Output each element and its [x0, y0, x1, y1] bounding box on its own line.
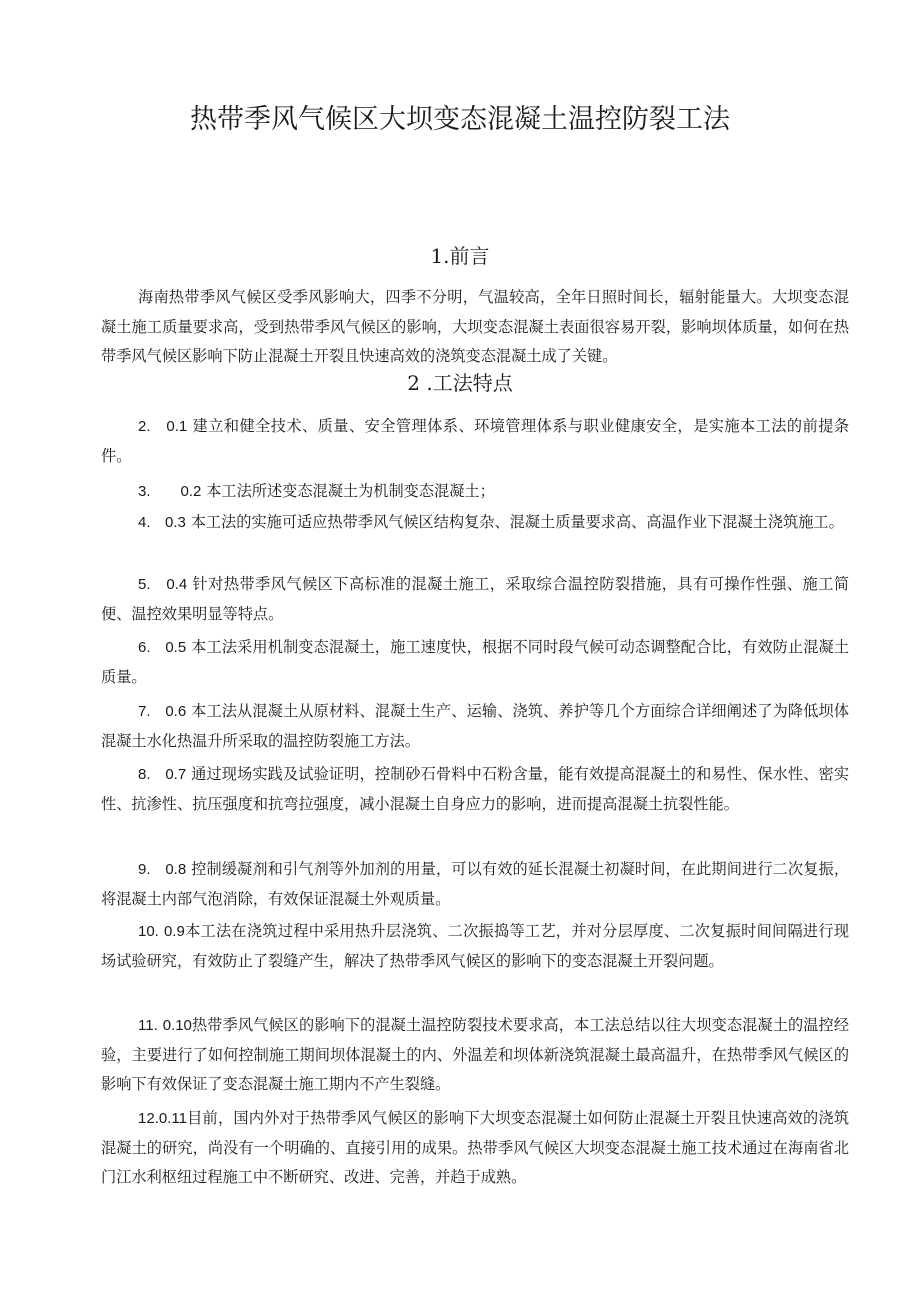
item-text: 本工法从混凝土从原材料、混凝土生产、运输、浇筑、养护等几个方面综合详细阐述了为降低坝体混凝土水化热温升所采取的温控防裂施工方法。 [101, 702, 850, 750]
item-number: 6. [138, 639, 151, 656]
section-heading-preface: 1.前言 [430, 244, 490, 268]
item-number: 9. [138, 861, 151, 878]
item-number: 11. [138, 1017, 158, 1034]
preface-paragraph: 海南热带季风气候区受季风影响大，四季不分明，气温较高，全年日照时间长，辐射能量大。大坝变态混凝土施工质量要求高，受到热带季风气候区的影响，大坝变态混凝土表面很容易开裂，影响坝体质量，如何在热带季风气候区影响下防止混凝土开裂且快速高效的浇筑变态混凝土成了关键。 [101, 288, 849, 365]
item-number: 10. [138, 923, 159, 940]
list-item [101, 1011, 849, 1100]
item-code: 0.4 [166, 576, 188, 593]
item-text: 热带季风气候区的影响下的混凝土温控防裂技术要求高，本工法总结以往大坝变态混凝土的温控经验，主要进行了如何控制施工期间坝体混凝土的内、外温差和坝体新浇筑混凝土最高温升，在热带季风气候区的影响下有效保证了变态混凝土施工期内不产生裂缝。 [101, 1016, 850, 1093]
item-code: 0.3 [165, 514, 186, 531]
item-text: 通过现场实践及试验证明，控制砂石骨料中石粉含量，能有效提高混凝土的和易性、保水性、密实性、抗渗性、抗压强度和抗弯拉强度，减小混凝土自身应力的影响，进而提高混凝土抗裂性能。 [101, 765, 850, 813]
list-item [101, 855, 849, 914]
item-text: 建立和健全技术、质量、安全管理体系、环境管理体系与职业健康安全，是实施本工法的前提条件。 [101, 417, 850, 465]
list-item [101, 477, 849, 507]
item-text: 目前，国内外对于热带季风气候区的影响下大坝变态混凝土如何防止混凝土开裂且快速高效的浇筑混凝土的研究，尚没有一个明确的、直接引用的成果。热带季风气候区大坝变态混凝土施工技术通过在海南省北门江水利枢纽过程施工中不断研究、改进、完善，并趋于成熟。 [101, 1109, 849, 1186]
item-code: 0.6 [165, 703, 187, 720]
item-code: 0.1 [166, 418, 188, 435]
item-code: 0.11 [158, 1110, 187, 1127]
item-code: 0.10 [162, 1017, 192, 1034]
item-number: 2. [138, 418, 151, 435]
list-item [101, 633, 849, 692]
list-item [101, 697, 849, 756]
item-code: 0.5 [165, 639, 187, 656]
item-text: 针对热带季风气候区下高标准的混凝土施工，采取综合温控防裂措施，具有可操作性强、施工简便、温控效果明显等特点。 [101, 575, 850, 623]
list-item [101, 917, 849, 976]
item-number: 3. [138, 483, 151, 500]
item-number: 12. [138, 1110, 159, 1127]
list-item [101, 1104, 849, 1193]
item-code: 0.8 [165, 861, 187, 878]
item-number: 5. [138, 576, 151, 593]
list-item [101, 412, 849, 471]
item-code: 0.2 [180, 483, 202, 500]
item-code: 0.7 [165, 766, 187, 783]
list-item [101, 508, 849, 538]
item-text: 控制缓凝剂和引气剂等外加剂的用量，可以有效的延长混凝土初凝时间，在此期间进行二次复振，将混凝土内部气泡消除，有效保证混凝土外观质量。 [101, 860, 850, 908]
item-text: 本工法在浇筑过程中采用热升层浇筑、二次振捣等工艺，并对分层厚度、二次复振时间间隔进行现场试验研究，有效防止了裂缝产生，解决了热带季风气候区的影响下的变态混凝土开裂问题。 [101, 922, 850, 970]
item-code: 0.9 [163, 923, 185, 940]
item-text: 本工法的实施可适应热带季风气候区结构复杂、混凝土质量要求高、高温作业下混凝土浇筑施工。 [190, 513, 844, 531]
item-number: 8. [138, 766, 151, 783]
item-number: 4. [138, 514, 151, 531]
item-text: 本工法所述变态混凝土为机制变态混凝土； [206, 482, 495, 500]
document-title: 热带季风气候区大坝变态混凝土温控防裂工法 [190, 104, 730, 135]
list-item [101, 760, 849, 819]
item-text: 本工法采用机制变态混凝土，施工速度快，根据不同时段气候可动态调整配合比，有效防止混凝土质量。 [101, 638, 850, 686]
item-number: 7. [138, 703, 151, 720]
section-heading-features: 2 .工法特点 [407, 371, 513, 395]
list-item [101, 570, 849, 629]
